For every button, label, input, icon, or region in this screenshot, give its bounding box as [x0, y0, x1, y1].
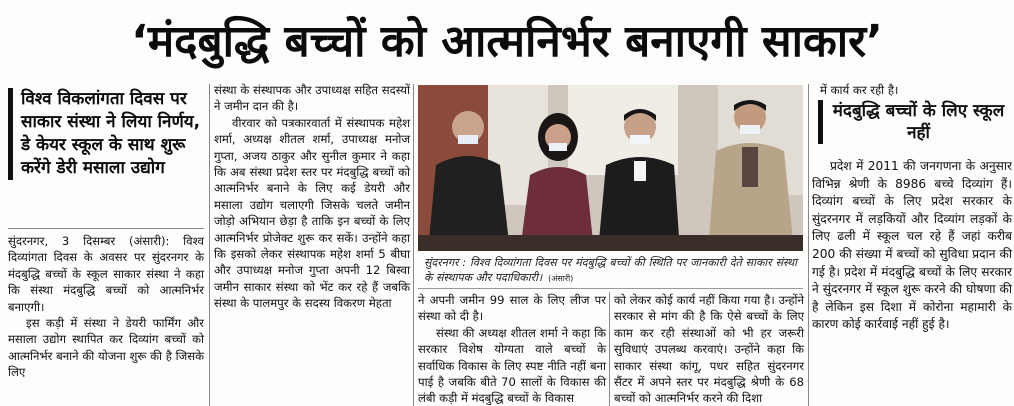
- left-paragraph-1: सुंदरनगर, 3 दिसम्बर (अंसारी): विश्व दिव्यांगता दिवस के अवसर पर सुंदरनगर के मंदबुद्धि बच्चों के स्कूल साकार संस्था ने कहा कि संस्था मंदबुद्धि बच्चों को आत्मनिर्भर बनाएगी।: [8, 234, 204, 314]
- column-rule: [808, 84, 809, 406]
- middle-column: [214, 82, 410, 312]
- photo-caption: [418, 253, 803, 289]
- right-subheading: मंदबुद्धि बच्चों के लिए स्कूल नहीं: [818, 100, 1010, 144]
- people-icon: [418, 85, 803, 251]
- side-heading-box: [8, 88, 204, 180]
- left-column: [8, 233, 204, 381]
- column-rule: [209, 84, 210, 406]
- c3-paragraph-1: ने अपनी जमीन 99 साल के लिए लीज पर संस्था को दी है।: [418, 293, 606, 324]
- fourth-column: [614, 292, 804, 406]
- side-heading: विश्व विकलांगता दिवस पर साकार संस्था ने लिया निर्णय, डे केयर स्कूल के साथ शुरू करेंगे डेरी मसाला उद्योग: [8, 88, 204, 180]
- c4-paragraph-1: को लेकर कोई कार्य नहीं किया गया है। उन्होंने सरकार से मांग की है कि ऐसे बच्चों के लिए काम कर रही संस्थाओं को भी हर जरूरी सुविधाएं उपलब्ध करवाएं। उन्होंने कहा कि साकार संस्था कांगू, पधर सहित सुंदरनगर सैंटर में अपने स्तर पर मंदबुद्धि श्रेणी के 68 बच्चों को आत्मनिर्भर करने की दिशा: [614, 293, 804, 406]
- mid-paragraph-2: वीरवार को पत्रकारवार्ता में संस्थापक महेश शर्मा, अध्यक्ष शीतल शर्मा, उपाध्यक्ष मनोज गुप्ता, अजय ठाकुर और सुनील कुमार ने कहा कि अब संस्था प्रदेश स्तर पर मंदबुद्धि बच्चों को आत्मनिर्भर बनाने के लिए कई डेयरी और मसाला उद्योग चलाएगी जिसके चलते जमीन जोड़ो अभियान छेड़ा है ताकि इन बच्चों के लिए आत्मनिर्भर प्रोजेक्ट शुरू कर सकें। उन्होंने कहा कि इसको लेकर संस्थापक महेश शर्मा 5 बीघा और उपाध्यक्ष मनोज गुप्ता अपनी 12 बिस्वा जमीन साकार संस्था को भेंट कर रहे हैं जबकि संस्था के पालमपुर के सदस्य विकरण मेहता: [214, 115, 410, 311]
- headline: ‘मंदबुद्धि बच्चों को आत्मनिर्भर बनाएगी साकार’: [131, 16, 883, 67]
- left-paragraph-2: इस कड़ी में संस्था ने डेयरी फार्मिंग और मसाला उद्योग स्थापित कर दिव्यांग बच्चों को आत्मनिर्भर बनाने की योजना शुरू की है जिसके लिए: [8, 316, 204, 380]
- column-rule: [609, 292, 610, 406]
- right-paragraph: प्रदेश में 2011 की जनगणना के अनुसार विभिन्न श्रेणी के 8986 बच्चे दिव्यांग हैं। दिव्यांग बच्चों के लिए प्रदेश सरकार के सुंदरनगर में लड़कियों और दिव्यांग लड़कों के लिए ढली में स्कूल चल रहे हैं जहां करीब 200 की संख्या में बच्चों को सुविधा प्रदान की गई है। प्रदेश में मंदबुद्धि बच्चों के लिए सरकार ने सुंदरनगर में स्कूल शुरू करने की घोषणा की है लेकिन इस दिशा में कोरोना महामारी के कारण कोई कार्रवाई नहीं हुई है।: [812, 159, 1012, 332]
- divider: [8, 228, 204, 229]
- right-continuation: में कार्य कर रही है।: [820, 83, 899, 97]
- press-conference-photo: [418, 85, 803, 251]
- right-body: [812, 158, 1012, 334]
- column-rule: [413, 84, 414, 406]
- third-column: [418, 292, 606, 406]
- photo-credit: (अंसारी): [548, 274, 574, 283]
- photo-caption-text: सुंदरनगर : विश्व दिव्यांगता दिवस पर मंदबुद्धि बच्चों की स्थिति पर जानकारी देते साकार संस्था के संस्थापक और पदाधिकारी।: [424, 256, 797, 284]
- mid-paragraph-1: संस्था के संस्थापक और उपाध्यक्ष सहित सदस्यों ने जमीन दान की है।: [214, 83, 410, 114]
- c3-paragraph-2: संस्था की अध्यक्ष शीतल शर्मा ने कहा कि सरकार विशेष योग्यता वाले बच्चों के सर्वाधिक विकास के लिए स्पष्ट नीति नहीं बना पाई है जबकि बीते 70 सालों के विकास की लंबी कड़ी में मंदबुद्धि बच्चों के विकास: [418, 325, 606, 406]
